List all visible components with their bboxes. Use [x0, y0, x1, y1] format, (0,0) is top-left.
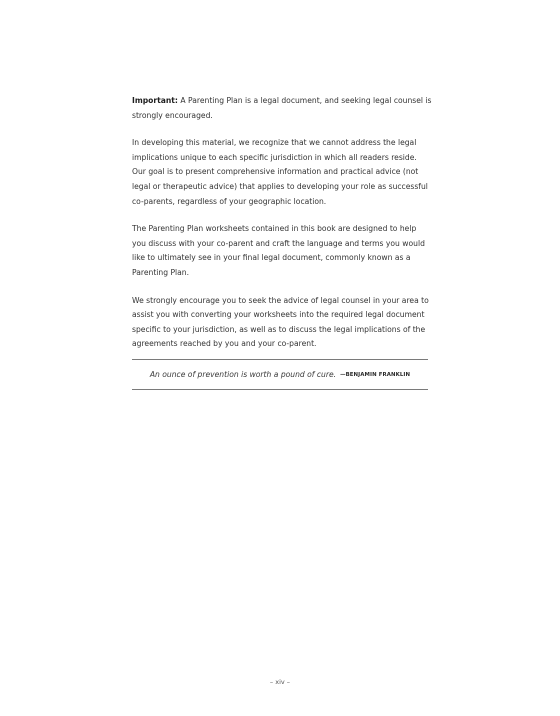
paragraph-jurisdiction: In developing this material, we recognize that we cannot address the legal implications unique to each specific jurisdiction in which all readers reside. Our goal is to present comprehensive information and practical advice (not legal or therapeutic advice) that applies to developing your role as successful co-parents, regardless of your geographic location.: [132, 138, 428, 206]
pull-quote: [132, 359, 428, 390]
quote-author: —BENJAMIN FRANKLIN: [340, 371, 411, 378]
paragraph-legal-counsel: We strongly encourage you to seek the advice of legal counsel in your area to assist you with converting your worksheets into the required legal document specific to your jurisdiction, as well as to discuss the legal implications of the agreements reached by you and your co-parent.: [132, 295, 429, 349]
paragraph-worksheets: The Parenting Plan worksheets contained in this book are designed to help you discuss with your co-parent and craft the language and terms you would like to ultimately see in your final legal document, commonly known as a Parenting Plan.: [132, 224, 425, 277]
page-number: – xiv –: [269, 678, 291, 686]
important-lead: Important:: [132, 96, 178, 105]
important-text: A Parenting Plan is a legal document, and seeking legal counsel is strongly encouraged.: [132, 96, 432, 120]
quote-text: An ounce of prevention is worth a pound of cure.: [149, 370, 337, 379]
body-text: [132, 94, 432, 365]
important-paragraph: [132, 94, 432, 123]
